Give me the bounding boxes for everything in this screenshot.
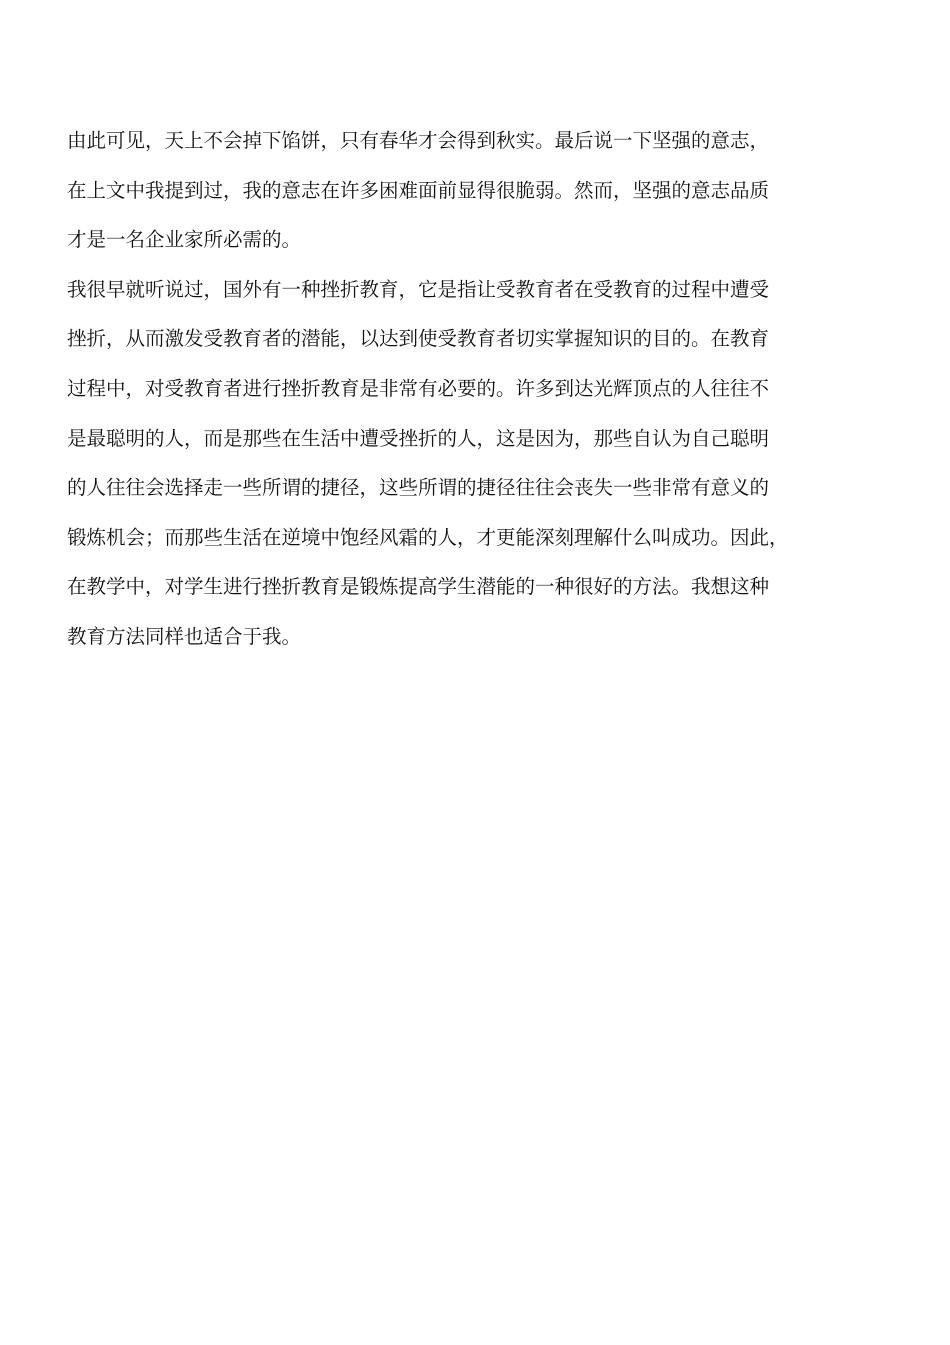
text-line: 的人往往会选择走一些所谓的捷径，这些所谓的捷径往往会丧失一些非常有意义的 <box>67 476 770 500</box>
text-line: 在教学中，对学生进行挫折教育是锻炼提高学生潜能的一种很好的方法。我想这种 <box>67 575 770 599</box>
text-line: 才是一名企业家所必需的。 <box>67 228 302 252</box>
text-line: 过程中，对受教育者进行挫折教育是非常有必要的。许多到达光辉顶点的人往往不 <box>67 376 770 400</box>
paragraph-2 <box>67 265 837 662</box>
document-body <box>67 116 837 662</box>
text-line: 教育方法同样也适合于我。 <box>67 624 302 648</box>
text-line: 在上文中我提到过，我的意志在许多困难面前显得很脆弱。然而，坚强的意志品质 <box>67 178 770 202</box>
paragraph-1 <box>67 116 837 265</box>
text-line: 是最聪明的人，而是那些在生活中遭受挫折的人，这是因为，那些自认为自己聪明 <box>67 426 770 450</box>
text-line: 我很早就听说过，国外有一种挫折教育，它是指让受教育者在受教育的过程中遭受 <box>67 277 770 301</box>
text-line: 挫折，从而激发受教育者的潜能，以达到使受教育者切实掌握知识的目的。在教育 <box>67 327 770 351</box>
text-line: 由此可见，天上不会掉下馅饼，只有春华才会得到秋实。最后说一下坚强的意志， <box>67 129 770 152</box>
text-line: 锻炼机会；而那些生活在逆境中饱经风霜的人，才更能深刻理解什么叫成功。因此， <box>67 525 789 549</box>
